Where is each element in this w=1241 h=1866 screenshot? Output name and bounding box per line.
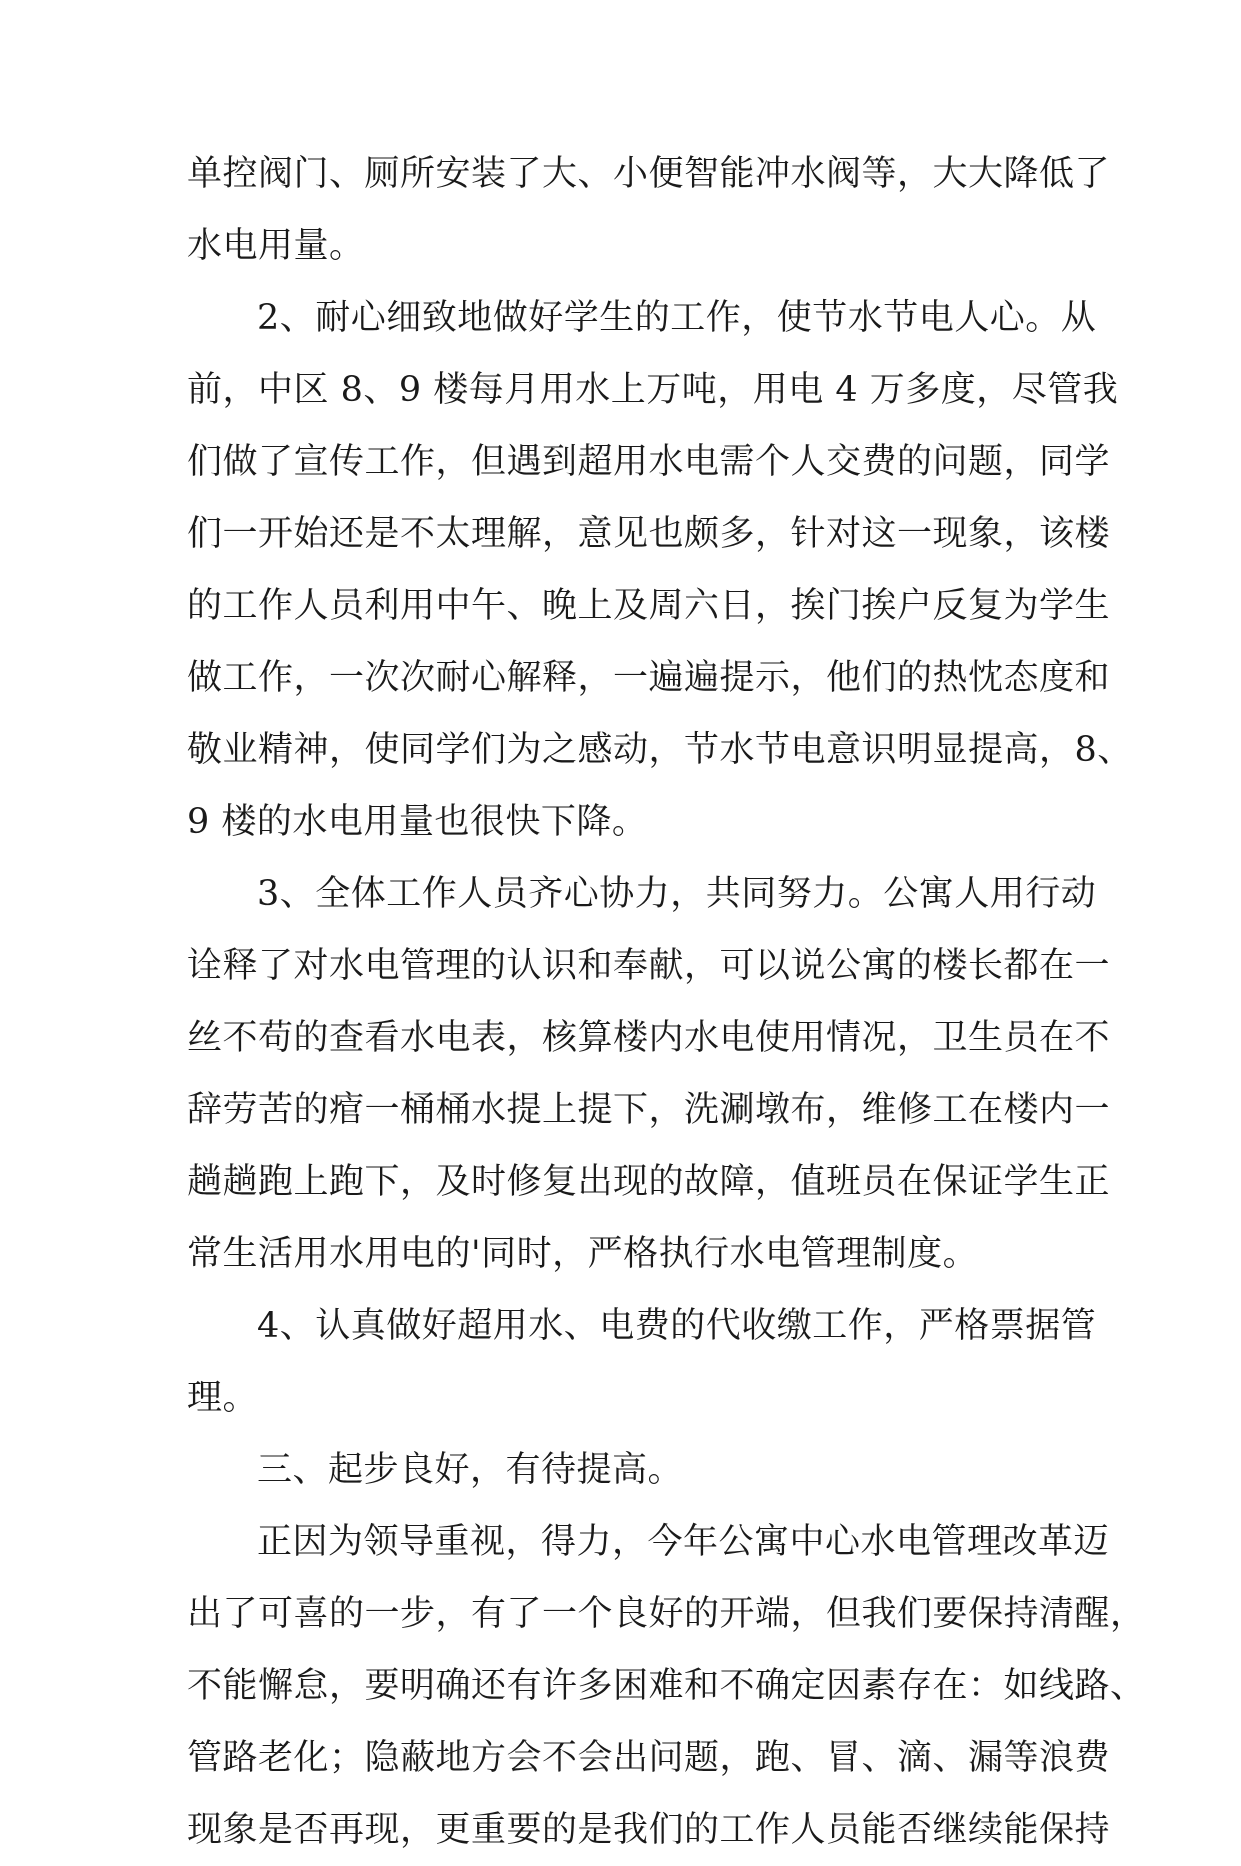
text-line: 常生活用水用电的'同时，严格执行水电管理制度。	[187, 1234, 979, 1274]
document-body	[187, 138, 1146, 1866]
text-line: 诠释了对水电管理的认识和奉献，可以说公寓的楼长都在一	[187, 946, 1111, 986]
text-line: 4、认真做好超用水、电费的代收缴工作，严格票据管	[257, 1306, 1097, 1346]
text-line: 理。	[187, 1378, 259, 1418]
text-line: 们做了宣传工作，但遇到超用水电需个人交费的问题，同学	[187, 442, 1111, 482]
text-line: 敬业精神，使同学们为之感动，节水节电意识明显提高，8、	[187, 730, 1133, 770]
text-line: 不能懈怠，要明确还有许多困难和不确定因素存在：如线路、	[187, 1666, 1146, 1706]
text-line: 们一开始还是不太理解，意见也颇多，针对这一现象，该楼	[187, 514, 1111, 554]
text-line: 现象是否再现，更重要的是我们的工作人员能否继续能保持	[187, 1810, 1111, 1850]
text-line: 三、起步良好，有待提高。	[257, 1450, 684, 1490]
text-line: 正因为领导重视，得力，今年公寓中心水电管理改革迈	[257, 1522, 1110, 1562]
text-line: 3、全体工作人员齐心协力，共同努力。公寓人用行动	[257, 874, 1097, 914]
text-line: 辞劳苦的痯一桶桶水提上提下，洗涮墩布，维修工在楼内一	[187, 1090, 1111, 1130]
text-line: 水电用量。	[187, 226, 365, 266]
text-line: 丝不苟的查看水电表，核算楼内水电使用情况，卫生员在不	[187, 1018, 1111, 1058]
text-line: 前，中区 8、9 楼每月用水上万吨，用电 4 万多度，尽管我	[187, 370, 1119, 410]
text-line: 趟趟跑上跑下，及时修复出现的故障，值班员在保证学生正	[187, 1162, 1111, 1202]
text-line: 出了可喜的一步，有了一个良好的开端，但我们要保持清醒，	[187, 1594, 1146, 1634]
text-line: 单控阀门、厕所安装了大、小便智能冲水阀等，大大降低了	[187, 154, 1111, 194]
text-line: 做工作，一次次耐心解释，一遍遍提示，他们的热忱态度和	[187, 658, 1111, 698]
text-line: 的工作人员利用中午、晚上及周六日，挨门挨户反复为学生	[187, 586, 1111, 626]
text-line: 2、耐心细致地做好学生的工作，使节水节电人心。从	[257, 298, 1097, 338]
text-line: 管路老化；隐蔽地方会不会出问题，跑、冒、滴、漏等浪费	[187, 1738, 1111, 1778]
text-line: 9 楼的水电用量也很快下降。	[187, 802, 648, 842]
